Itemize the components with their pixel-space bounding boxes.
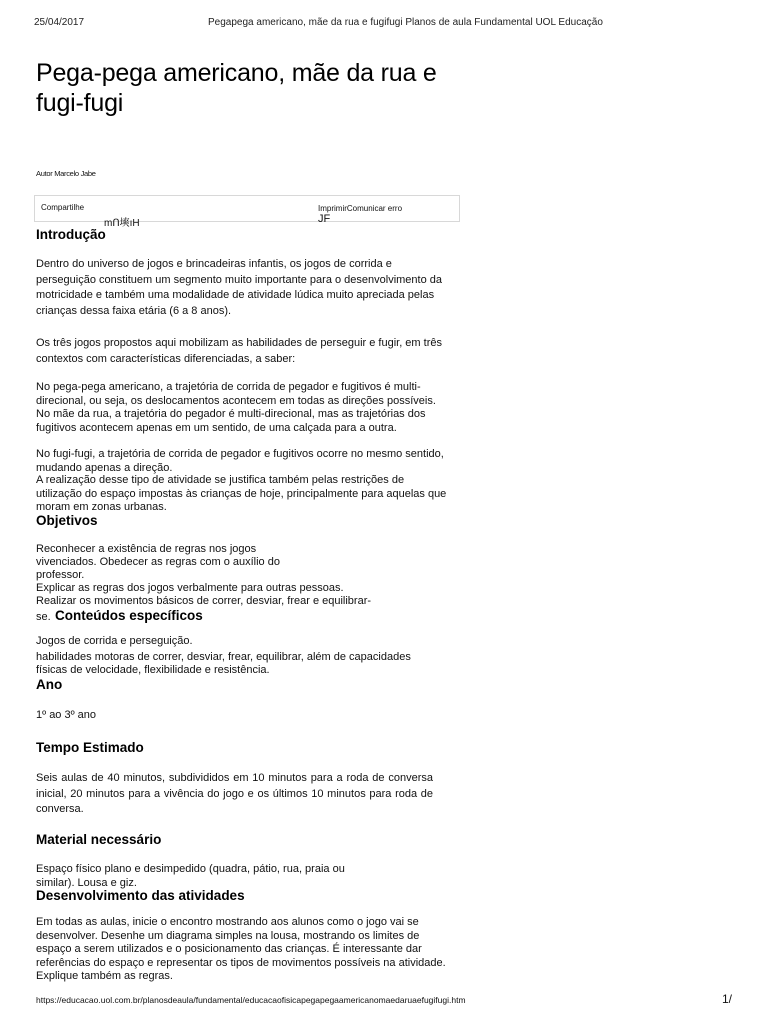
- print-url: https://educacao.uol.com.br/planosdeaula/fundamental/educacaofisicapegapegaamericanomaedaruaefugifugi.htm: [36, 995, 466, 1005]
- intro-paragraph-3: No pega-pega americano, a trajetória de corrida de pegador e fugitivos é multi-direcional, ou seja, os deslocamentos acontecem em todas as direções possíveis. No mãe da rua, a trajetória do pegador é multi-direcional, mas as trajetórias dos fugitivos acontecem apenas em um sentido, de uma calçada para a outra.: [36, 381, 436, 434]
- heading-ano: Ano: [36, 677, 63, 692]
- share-label[interactable]: Compartilhe: [41, 203, 85, 212]
- print-report-label[interactable]: ImprimirComunicar erro: [318, 204, 403, 213]
- material-line-2: similar). Lousa e giz.: [36, 877, 137, 889]
- heading-desenvolvimento: Desenvolvimento das atividades: [36, 888, 245, 903]
- share-icons[interactable]: mՈ塽ıH: [104, 218, 140, 229]
- objetivos-line-2: vivenciados. Obedecer as regras com o auxílio do: [36, 556, 280, 568]
- tempo-text: Seis aulas de 40 minutos, subdivididos em 10 minutos para a roda de conversa inicial, 20 minutos para a vivência do jogo e os últimos 10 minutos para roda de conversa.: [36, 772, 433, 815]
- print-report-icons[interactable]: JF: [318, 213, 331, 225]
- objetivos-line-4: Explicar as regras dos jogos verbalmente para outras pessoas.: [36, 582, 344, 594]
- desenvolvimento-text: Em todas as aulas, inicie o encontro mostrando aos alunos como o jogo vai se desenvolver. Desenhe um diagrama simples na lousa, mostrando os limites de espaço a serem utilizados e o posicionamento das crianças. É interessante dar referências do espaço e representar os tipos de movimentos possíveis na atividade. Explique também as regras.: [36, 916, 446, 982]
- heading-material: Material necessário: [36, 832, 162, 847]
- heading-conteudos: Conteúdos específicos: [55, 608, 203, 623]
- intro-paragraph-5: A realização desse tipo de atividade se justifica também pelas restrições de utilização do espaço impostas às crianças de hoje, principalmente para aquelas que moram em zonas urbanas.: [36, 474, 447, 513]
- heading-objetivos: Objetivos: [36, 513, 98, 528]
- conteudos-line-2: habilidades motoras de correr, desviar, frear, equilibrar, além de capacidades: [36, 651, 411, 663]
- material-line-1: Espaço físico plano e desimpedido (quadra, pátio, rua, praia ou: [36, 863, 345, 875]
- print-page-title: Pegapega americano, mãe da rua e fugifugi Planos de aula Fundamental UOL Educação: [208, 17, 603, 28]
- article-title: Pega-pega americano, mãe da rua e fugi-fugi: [36, 59, 437, 117]
- intro-paragraph-2: Os três jogos propostos aqui mobilizam as habilidades de perseguir e fugir, em três contextos com características diferenciadas, a saber:: [36, 337, 442, 365]
- conteudos-line-3: físicas de velocidade, flexibilidade e resistência.: [36, 664, 270, 676]
- print-date: 25/04/2017: [34, 17, 85, 28]
- article-author: Autor Marcelo Jabe: [36, 169, 96, 178]
- objetivos-line-1: Reconhecer a existência de regras nos jogos: [36, 543, 257, 555]
- objetivos-line-3: professor.: [36, 569, 85, 581]
- intro-paragraph-1: Dentro do universo de jogos e brincadeiras infantis, os jogos de corrida e perseguição constituem um segmento muito importante para o desenvolvimento da motricidade e também uma modalidade de atividade lúdica muito apreciada pelas crianças dessa faixa etária (6 a 8 anos).: [36, 258, 443, 317]
- page-number: 1/: [722, 992, 733, 1006]
- objetivos-line-5: Realizar os movimentos básicos de correr, desviar, frear e equilibrar-: [36, 595, 372, 607]
- objetivos-line-6: se.: [36, 611, 51, 623]
- conteudos-line-1: Jogos de corrida e perseguição.: [36, 635, 193, 647]
- heading-tempo: Tempo Estimado: [36, 740, 144, 755]
- intro-paragraph-4: No fugi-fugi, a trajetória de corrida de pegador e fugitivos ocorre no mesmo sentido, mudando apenas a direção.: [36, 448, 444, 474]
- heading-introducao: Introdução: [36, 227, 106, 242]
- ano-text: 1º ao 3º ano: [36, 709, 97, 721]
